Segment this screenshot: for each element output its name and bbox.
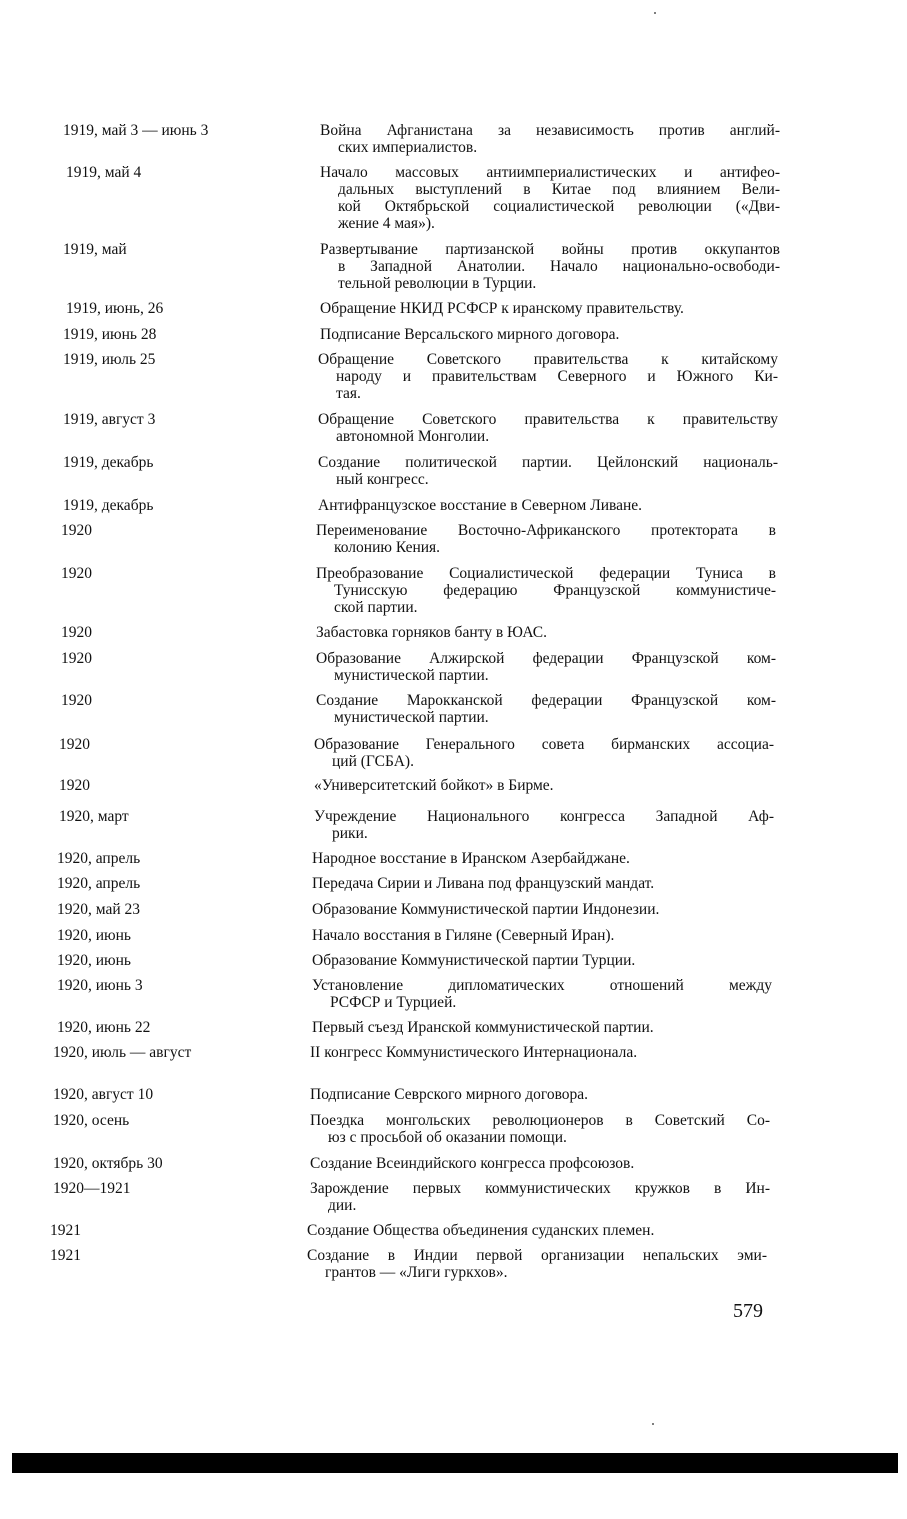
description-line: рики. bbox=[332, 825, 368, 842]
scan-speck bbox=[654, 12, 656, 14]
entry-date: 1920, апрель bbox=[57, 875, 141, 892]
entry-description bbox=[318, 497, 778, 514]
description-line: Начало восстания в Гиляне (Северный Иран). bbox=[312, 927, 615, 944]
entry-description bbox=[316, 565, 776, 616]
entry-description bbox=[312, 850, 772, 867]
entry-description bbox=[314, 808, 774, 842]
entry-description bbox=[310, 1112, 770, 1146]
description-line: Подписание Версальского мирного договора. bbox=[320, 326, 620, 343]
entry-description bbox=[316, 650, 776, 684]
entry-description bbox=[314, 736, 774, 770]
entry-description bbox=[310, 1180, 770, 1214]
description-line: юз с просьбой об оказании помощи. bbox=[328, 1129, 567, 1146]
entry-description bbox=[320, 164, 780, 232]
entry-description bbox=[312, 901, 772, 918]
description-line: Учреждение Национального конгресса Западной Аф- bbox=[314, 808, 774, 825]
entry-date: 1920—1921 bbox=[53, 1180, 131, 1197]
description-line: Зарождение первых коммунистических кружков в Ин- bbox=[310, 1180, 770, 1197]
description-line: Создание Общества объединения суданских племен. bbox=[307, 1222, 655, 1239]
entry-date: 1919, май bbox=[63, 241, 127, 258]
entry-date: 1920 bbox=[59, 777, 90, 794]
entry-date: 1919, май 3 — июнь 3 bbox=[63, 122, 209, 139]
entry-description bbox=[310, 1044, 770, 1061]
entry-date: 1920 bbox=[61, 650, 92, 667]
entry-date: 1920, июль — август bbox=[53, 1044, 192, 1061]
description-line: Преобразование Социалистической федерации Туниса в bbox=[316, 565, 776, 582]
entry-date: 1920, июнь bbox=[57, 952, 131, 969]
entry-date: 1920 bbox=[61, 522, 92, 539]
entry-date: 1921 bbox=[50, 1222, 81, 1239]
entry-date: 1921 bbox=[50, 1247, 81, 1264]
description-line: Образование Генерального совета бирманских ассоциа- bbox=[314, 736, 774, 753]
entry-description bbox=[316, 692, 776, 726]
description-line: кой Октябрьской социалистической революции («Дви- bbox=[338, 198, 780, 215]
description-line: Начало массовых антиимпериалистических и антифео- bbox=[320, 164, 780, 181]
entry-date: 1920, осень bbox=[53, 1112, 130, 1129]
description-line: Образование Коммунистической партии Турции. bbox=[312, 952, 636, 969]
description-line: в Западной Анатолии. Начало национально-освободи- bbox=[338, 258, 780, 275]
description-line: Обращение Советского правительства к правительству bbox=[318, 411, 778, 428]
description-line: Установление дипломатических отношений между bbox=[312, 977, 772, 994]
description-line: «Университетский бойкот» в Бирме. bbox=[314, 777, 554, 794]
description-line: Народное восстание в Иранском Азербайджане. bbox=[312, 850, 630, 867]
description-line: ный конгресс. bbox=[336, 471, 429, 488]
entry-date: 1919, июль 25 bbox=[63, 351, 156, 368]
entry-description bbox=[314, 777, 774, 794]
entry-description bbox=[318, 351, 778, 402]
description-line: Обращение НКИД РСФСР к иранскому правительству. bbox=[320, 300, 684, 317]
entry-date: 1920, август 10 bbox=[53, 1086, 154, 1103]
description-line: ций (ГСБА). bbox=[332, 753, 414, 770]
entry-date: 1920, июнь 3 bbox=[57, 977, 143, 994]
entry-description bbox=[310, 1155, 770, 1172]
description-line: тая. bbox=[336, 385, 361, 402]
description-line: Подписание Севрского мирного договора. bbox=[310, 1086, 589, 1103]
description-line: тельной революции в Турции. bbox=[338, 275, 537, 292]
description-line: дии. bbox=[328, 1197, 357, 1214]
description-line: мунистической партии. bbox=[334, 709, 489, 726]
description-line: колонию Кения. bbox=[334, 539, 441, 556]
entry-description bbox=[320, 122, 780, 156]
entry-date: 1920, апрель bbox=[57, 850, 141, 867]
entry-date: 1919, май 4 bbox=[66, 164, 142, 181]
entry-date: 1920, июнь 22 bbox=[57, 1019, 151, 1036]
entry-date: 1919, июнь 28 bbox=[63, 326, 157, 343]
entry-description bbox=[318, 411, 778, 445]
description-line: Создание Марокканской федерации Французской ком- bbox=[316, 692, 776, 709]
description-line: автономной Монголии. bbox=[336, 428, 490, 445]
entry-date: 1920, июнь bbox=[57, 927, 131, 944]
description-line: Развертывание партизанской войны против оккупантов bbox=[320, 241, 780, 258]
entry-date: 1919, декабрь bbox=[63, 497, 154, 514]
description-line: Образование Коммунистической партии Индонезии. bbox=[312, 901, 660, 918]
entry-description bbox=[307, 1247, 767, 1281]
entry-description bbox=[312, 1019, 772, 1036]
entry-date: 1919, декабрь bbox=[63, 454, 154, 471]
description-line: жение 4 мая»). bbox=[338, 215, 435, 232]
description-line: Создание политической партии. Цейлонский националь- bbox=[318, 454, 778, 471]
entry-description bbox=[312, 875, 772, 892]
entry-description bbox=[316, 522, 776, 556]
entry-description bbox=[307, 1222, 767, 1239]
description-line: Создание Всеиндийского конгресса профсоюзов. bbox=[310, 1155, 635, 1172]
description-line: Передача Сирии и Ливана под французский мандат. bbox=[312, 875, 655, 892]
description-line: народу и правительствам Северного и Южного Ки- bbox=[336, 368, 778, 385]
entry-description bbox=[312, 927, 772, 944]
description-line: II конгресс Коммунистического Интернационала. bbox=[310, 1044, 638, 1061]
entry-date: 1919, август 3 bbox=[63, 411, 156, 428]
entry-date: 1920, март bbox=[59, 808, 129, 825]
description-line: грантов — «Лиги гуркхов». bbox=[325, 1264, 508, 1281]
description-line: Поездка монгольских революционеров в Советский Со- bbox=[310, 1112, 770, 1129]
scan-speck bbox=[652, 1423, 654, 1425]
entry-description bbox=[320, 326, 780, 343]
entry-description bbox=[318, 454, 778, 488]
description-line: Образование Алжирской федерации Французской ком- bbox=[316, 650, 776, 667]
entry-description bbox=[312, 952, 772, 969]
description-line: Тунисскую федерацию Французской коммунистиче- bbox=[334, 582, 776, 599]
description-line: РСФСР и Турцией. bbox=[330, 994, 457, 1011]
description-line: Антифранцузское восстание в Северном Ливане. bbox=[318, 497, 643, 514]
description-line: Война Афганистана за независимость против англий- bbox=[320, 122, 780, 139]
entry-date: 1920, май 23 bbox=[57, 901, 141, 918]
entry-description bbox=[310, 1086, 770, 1103]
page-number: 579 bbox=[733, 1300, 763, 1322]
entry-date: 1920 bbox=[59, 736, 90, 753]
entry-description bbox=[320, 241, 780, 292]
entry-date: 1920 bbox=[61, 624, 92, 641]
entry-description bbox=[312, 977, 772, 1011]
entry-date: 1920 bbox=[61, 565, 92, 582]
description-line: ских империалистов. bbox=[338, 139, 478, 156]
scan-edge-bar bbox=[12, 1453, 898, 1473]
entry-date: 1920, октябрь 30 bbox=[53, 1155, 163, 1172]
entry-description bbox=[316, 624, 776, 641]
entry-description bbox=[320, 300, 780, 317]
description-line: Переименование Восточно-Африканского протектората в bbox=[316, 522, 776, 539]
description-line: Первый съезд Иранской коммунистической партии. bbox=[312, 1019, 654, 1036]
entry-date: 1920 bbox=[61, 692, 92, 709]
description-line: мунистической партии. bbox=[334, 667, 489, 684]
description-line: Создание в Индии первой организации непальских эми- bbox=[307, 1247, 767, 1264]
description-line: дальных выступлений в Китае под влиянием Вели- bbox=[338, 181, 780, 198]
description-line: ской партии. bbox=[334, 599, 418, 616]
description-line: Забастовка горняков банту в ЮАС. bbox=[316, 624, 547, 641]
entry-date: 1919, июнь, 26 bbox=[66, 300, 164, 317]
description-line: Обращение Советского правительства к китайскому bbox=[318, 351, 778, 368]
